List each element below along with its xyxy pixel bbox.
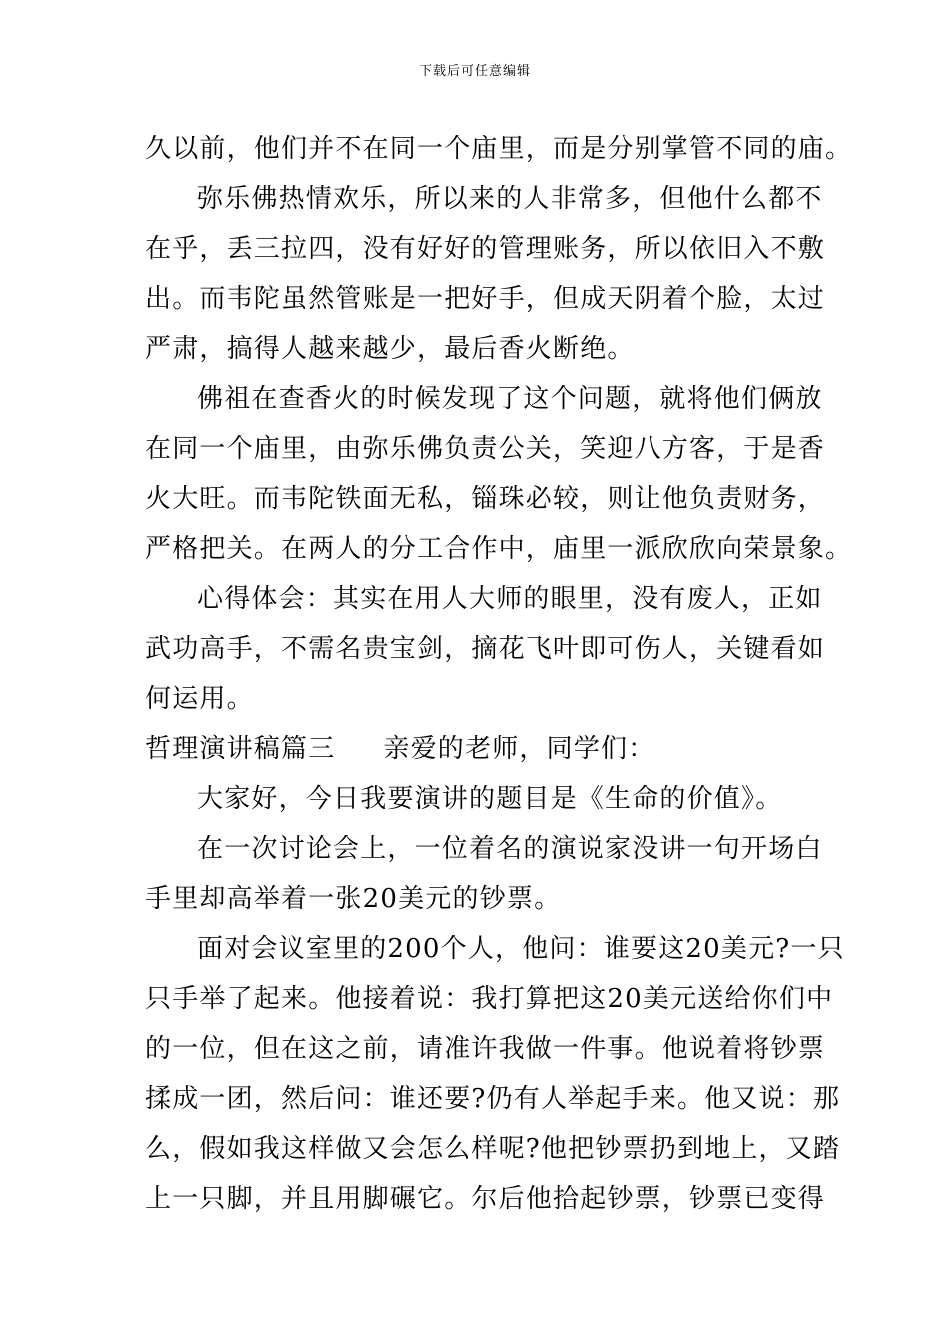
- text-line: 面对会议室里的200个人，他问：谁要这20美元?一只: [197, 934, 845, 964]
- text-line: 大家好，今日我要演讲的题目是《生命的价值》。: [197, 784, 783, 814]
- text-line: 心得体会：其实在用人大师的眼里，没有废人，正如: [197, 584, 823, 614]
- text-line: 揉成一团，然后问：谁还要?仍有人举起手来。他又说：那: [145, 1084, 841, 1114]
- text-line: 出。而韦陀虽然管账是一把好手，但成天阴着个脸，太过: [145, 284, 826, 314]
- text-line: 久以前，他们并不在同一个庙里，而是分别掌管不同的庙。: [145, 134, 853, 164]
- document-body: [145, 124, 853, 1224]
- text-line: 严肃，搞得人越来越少，最后香火断绝。: [145, 334, 635, 364]
- text-line: 么，假如我这样做又会怎么样呢?他把钞票扔到地上，又踏: [145, 1134, 841, 1164]
- text-line: 武功高手，不需名贵宝剑，摘花飞叶即可伤人，关键看如: [145, 634, 826, 664]
- text-line: 严格把关。在两人的分工合作中，庙里一派欣欣向荣景象。: [145, 534, 853, 564]
- section-heading-line: [145, 724, 815, 774]
- text-line: 只手举了起来。他接着说：我打算把这20美元送给你们中: [145, 984, 834, 1014]
- text-line: 在一次讨论会上，一位着名的演说家没讲一句开场白: [197, 834, 823, 864]
- text-line: 火大旺。而韦陀铁面无私，锱珠必较，则让他负责财务，: [145, 484, 826, 514]
- page-header: 下载后可任意编辑: [418, 64, 531, 79]
- salutation: 亲爱的老师，同学们：: [383, 734, 656, 764]
- section-title: 哲理演讲稿篇三: [145, 734, 336, 764]
- text-line: 的一位，但在这之前，请准许我做一件事。他说着将钞票: [145, 1034, 826, 1064]
- text-line: 佛祖在查香火的时候发现了这个问题，就将他们俩放: [197, 384, 823, 414]
- text-line: 手里却高举着一张20美元的钞票。: [145, 884, 562, 914]
- text-line: 上一只脚，并且用脚碾它。尔后他拾起钞票，钞票已变得: [145, 1184, 826, 1214]
- text-line: 在同一个庙里，由弥乐佛负责公关，笑迎八方客，于是香: [145, 434, 826, 464]
- text-line: 何运用。: [145, 684, 254, 714]
- text-line: 弥乐佛热情欢乐，所以来的人非常多，但他什么都不: [197, 184, 823, 214]
- text-line: 在乎，丢三拉四，没有好好的管理账务，所以依旧入不敷: [145, 234, 826, 264]
